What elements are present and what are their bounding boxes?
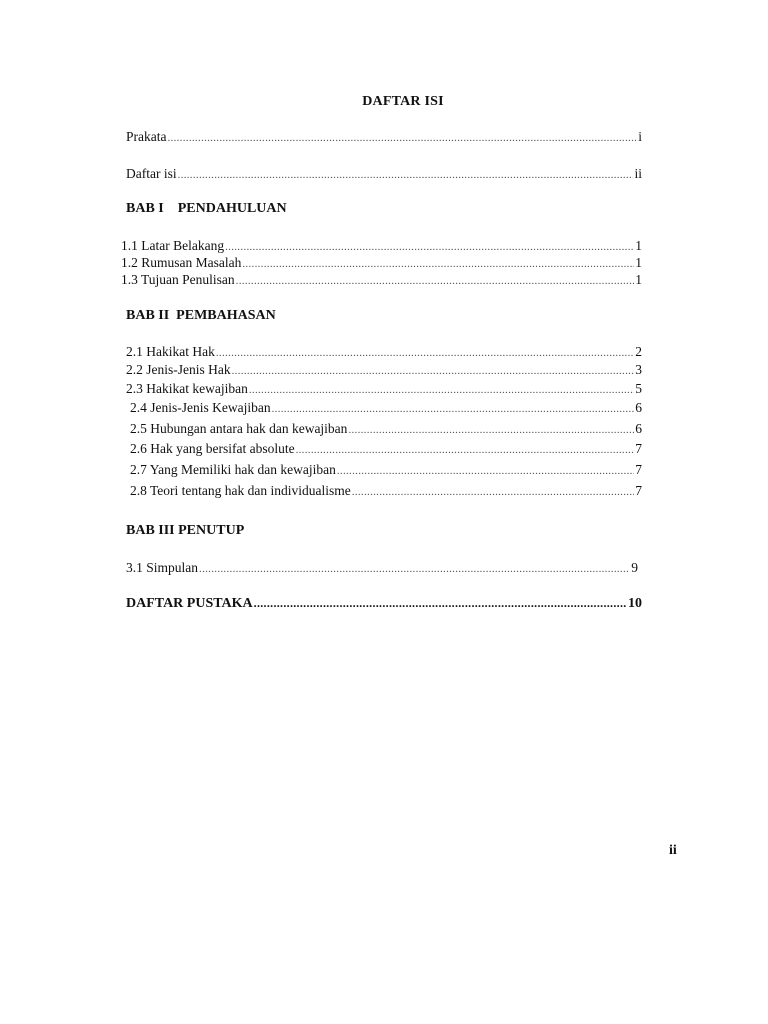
toc-entry-label: 2.4 Jenis-Jenis Kewajiban: [130, 400, 271, 415]
toc-entry-page: ii: [634, 166, 642, 181]
dot-leader: [296, 441, 635, 458]
toc-entry-page: 1: [635, 255, 642, 270]
toc-entry-label: 2.5 Hubungan antara hak dan kewajiban: [130, 421, 348, 436]
dot-leader: [216, 344, 634, 361]
toc-entry-page: 2: [635, 344, 642, 359]
dot-leader: [272, 400, 635, 417]
toc-entry: [130, 420, 642, 438]
toc-entry-page: 3: [635, 362, 642, 377]
toc-entry: [130, 440, 642, 458]
toc-entry-page: 7: [635, 441, 642, 456]
dot-leader: [249, 381, 634, 398]
toc-entry: [130, 399, 642, 417]
chapter-heading-bab-2: BAB II PEMBAHASAN: [126, 308, 276, 323]
toc-entry-label: DAFTAR PUSTAKA: [126, 596, 253, 611]
toc-entry-page: i: [638, 129, 642, 144]
toc-entry-page: 1: [635, 272, 642, 287]
toc-entry-label: Prakata: [126, 129, 167, 144]
toc-entry-page: 1: [635, 238, 642, 253]
toc-entry-label: 3.1 Simpulan: [126, 560, 199, 575]
toc-entry-label: 1.1 Latar Belakang: [121, 238, 225, 253]
dot-leader: [337, 462, 634, 479]
dot-leader: [348, 421, 634, 438]
toc-entry-label: 2.7 Yang Memiliki hak dan kewajiban: [130, 462, 336, 477]
toc-entry-page: 7: [635, 462, 642, 477]
dot-leader: [254, 594, 627, 612]
toc-entry: [126, 559, 638, 577]
dot-leader: [232, 362, 635, 379]
dot-leader: [225, 238, 634, 255]
toc-entry: [121, 237, 642, 255]
toc-entry-label: 1.2 Rumusan Masalah: [121, 255, 242, 270]
dot-leader: [352, 483, 634, 500]
toc-entry-daftar-pustaka: [126, 594, 642, 612]
toc-entry-page: 7: [635, 483, 642, 498]
toc-entry-label: 2.3 Hakikat kewajiban: [126, 381, 248, 396]
chapter-heading-bab-3: BAB III PENUTUP: [126, 523, 245, 538]
toc-entry: [121, 254, 642, 272]
toc-entry-page: 5: [635, 381, 642, 396]
toc-entry: [126, 343, 642, 361]
toc-entry-page: 6: [635, 421, 642, 436]
toc-entry: [130, 482, 642, 500]
toc-entry-label: Daftar isi: [126, 166, 177, 181]
toc-entry: [126, 380, 642, 398]
toc-entry-label: 2.1 Hakikat Hak: [126, 344, 215, 359]
dot-leader: [167, 129, 637, 146]
chapter-heading-bab-1: BAB I PENDAHULUAN: [126, 201, 287, 216]
toc-entry-prakata: [126, 128, 642, 146]
toc-entry-page: 6: [635, 400, 642, 415]
toc-entry-page: 10: [628, 596, 642, 611]
toc-entry-page: 9: [631, 560, 638, 575]
toc-entry-label: 2.2 Jenis-Jenis Hak: [126, 362, 231, 377]
toc-entry-label: 2.8 Teori tentang hak dan individualisme: [130, 483, 351, 498]
toc-entry-label: 2.6 Hak yang bersifat absolute: [130, 441, 295, 456]
toc-entry-daftar-isi: [126, 165, 642, 183]
page-title: DAFTAR ISI: [362, 94, 444, 109]
dot-leader: [178, 166, 634, 183]
dot-leader: [236, 272, 635, 289]
page-number: ii: [669, 843, 677, 858]
dot-leader: [199, 560, 630, 577]
toc-entry: [126, 361, 642, 379]
toc-entry: [121, 271, 642, 289]
toc-entry: [130, 461, 642, 479]
toc-entry-label: 1.3 Tujuan Penulisan: [121, 272, 235, 287]
dot-leader: [242, 255, 634, 272]
